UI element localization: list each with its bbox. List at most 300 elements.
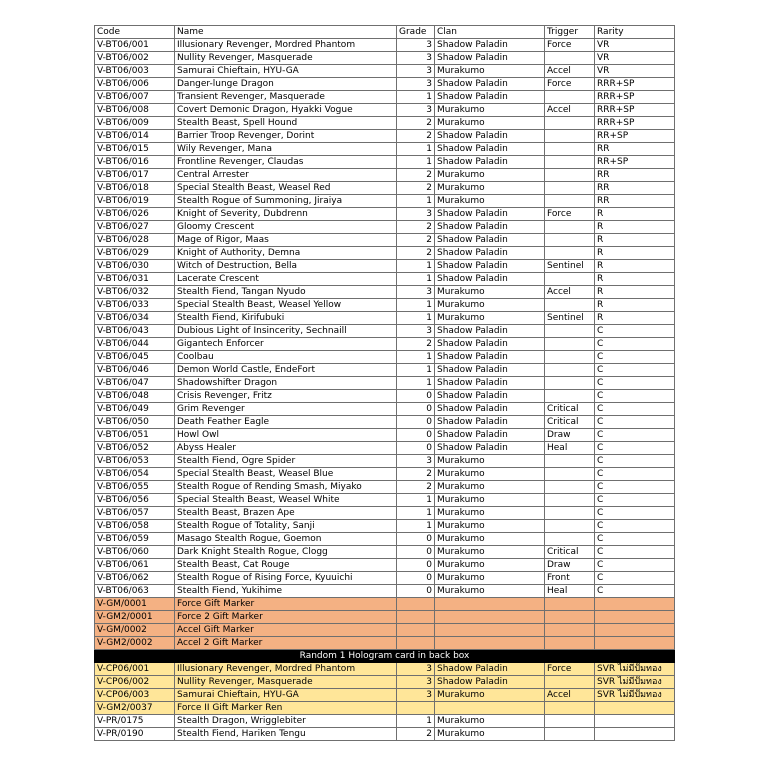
cell-rarity: C bbox=[595, 442, 675, 455]
cell-grade: 3 bbox=[397, 78, 435, 91]
cell-name: Coolbau bbox=[175, 351, 397, 364]
cell-rarity bbox=[595, 598, 675, 611]
cell-name: Stealth Fiend, Kirifubuki bbox=[175, 312, 397, 325]
cell-name: Barrier Troop Revenger, Dorint bbox=[175, 130, 397, 143]
cell-trigger bbox=[545, 247, 595, 260]
cell-clan: Murakumo bbox=[435, 169, 545, 182]
cell-name: Stealth Rogue of Rending Smash, Miyako bbox=[175, 481, 397, 494]
cell-code: V-BT06/050 bbox=[95, 416, 175, 429]
cell-code: V-BT06/015 bbox=[95, 143, 175, 156]
cell-rarity: C bbox=[595, 351, 675, 364]
table-row bbox=[95, 351, 675, 364]
cell-grade: 2 bbox=[397, 117, 435, 130]
table-row bbox=[95, 455, 675, 468]
cell-rarity: RR bbox=[595, 169, 675, 182]
cell-rarity: R bbox=[595, 286, 675, 299]
cell-clan: Murakumo bbox=[435, 299, 545, 312]
cell-rarity bbox=[595, 702, 675, 715]
cell-rarity: C bbox=[595, 572, 675, 585]
cell-code: V-BT06/052 bbox=[95, 442, 175, 455]
cell-code: V-BT06/001 bbox=[95, 39, 175, 52]
cell-clan: Shadow Paladin bbox=[435, 247, 545, 260]
table-row bbox=[95, 689, 675, 702]
cell-clan: Shadow Paladin bbox=[435, 91, 545, 104]
cell-trigger bbox=[545, 91, 595, 104]
cell-grade: 0 bbox=[397, 572, 435, 585]
table-row bbox=[95, 65, 675, 78]
cell-rarity: R bbox=[595, 312, 675, 325]
cell-trigger bbox=[545, 676, 595, 689]
cell-code: V-BT06/045 bbox=[95, 351, 175, 364]
cell-rarity: C bbox=[595, 403, 675, 416]
cell-name: Stealth Rogue of Rising Force, Kyuuichi bbox=[175, 572, 397, 585]
cell-grade: 0 bbox=[397, 442, 435, 455]
table-row bbox=[95, 299, 675, 312]
cell-grade: 3 bbox=[397, 663, 435, 676]
cell-trigger bbox=[545, 377, 595, 390]
table-row bbox=[95, 546, 675, 559]
cell-trigger bbox=[545, 702, 595, 715]
cell-trigger bbox=[545, 611, 595, 624]
cell-name: Stealth Fiend, Yukihime bbox=[175, 585, 397, 598]
cell-code: V-BT06/054 bbox=[95, 468, 175, 481]
cell-trigger: Sentinel bbox=[545, 312, 595, 325]
cell-clan: Shadow Paladin bbox=[435, 221, 545, 234]
cell-code: V-BT06/061 bbox=[95, 559, 175, 572]
cell-name: Masago Stealth Rogue, Goemon bbox=[175, 533, 397, 546]
cell-grade: 0 bbox=[397, 546, 435, 559]
table-row bbox=[95, 702, 675, 715]
cell-grade: 2 bbox=[397, 130, 435, 143]
cell-code: V-BT06/060 bbox=[95, 546, 175, 559]
cell-code: V-BT06/006 bbox=[95, 78, 175, 91]
table-row bbox=[95, 533, 675, 546]
cell-trigger bbox=[545, 182, 595, 195]
cell-clan: Shadow Paladin bbox=[435, 442, 545, 455]
cell-code: V-BT06/027 bbox=[95, 221, 175, 234]
cell-trigger: Accel bbox=[545, 689, 595, 702]
cell-rarity: RR+SP bbox=[595, 130, 675, 143]
cell-grade: 2 bbox=[397, 481, 435, 494]
cell-grade: 3 bbox=[397, 104, 435, 117]
cell-grade: 0 bbox=[397, 533, 435, 546]
cell-clan: Murakumo bbox=[435, 455, 545, 468]
cell-clan: Shadow Paladin bbox=[435, 416, 545, 429]
cell-code: V-BT06/028 bbox=[95, 234, 175, 247]
cell-trigger: Force bbox=[545, 663, 595, 676]
cell-rarity: SVR ไม่มีปั๊มทอง bbox=[595, 676, 675, 689]
cell-grade: 2 bbox=[397, 338, 435, 351]
cell-grade bbox=[397, 702, 435, 715]
cell-name: Frontline Revenger, Claudas bbox=[175, 156, 397, 169]
cell-grade: 3 bbox=[397, 39, 435, 52]
cell-trigger bbox=[545, 234, 595, 247]
table-row bbox=[95, 507, 675, 520]
table-row bbox=[95, 377, 675, 390]
cell-code: V-BT06/029 bbox=[95, 247, 175, 260]
cell-name: Nullity Revenger, Masquerade bbox=[175, 676, 397, 689]
cell-name: Stealth Fiend, Tangan Nyudo bbox=[175, 286, 397, 299]
table-row bbox=[95, 208, 675, 221]
cell-grade: 2 bbox=[397, 234, 435, 247]
cell-clan: Murakumo bbox=[435, 507, 545, 520]
cell-clan: Murakumo bbox=[435, 572, 545, 585]
cell-code: V-BT06/016 bbox=[95, 156, 175, 169]
cell-name: Covert Demonic Dragon, Hyakki Vogue bbox=[175, 104, 397, 117]
cell-clan: Shadow Paladin bbox=[435, 130, 545, 143]
cell-name: Lacerate Crescent bbox=[175, 273, 397, 286]
table-row bbox=[95, 481, 675, 494]
cell-rarity: C bbox=[595, 507, 675, 520]
cell-code: V-CP06/003 bbox=[95, 689, 175, 702]
cell-grade: 0 bbox=[397, 403, 435, 416]
cell-rarity bbox=[595, 637, 675, 650]
table-row bbox=[95, 273, 675, 286]
cell-trigger bbox=[545, 325, 595, 338]
cell-clan: Shadow Paladin bbox=[435, 377, 545, 390]
cell-trigger bbox=[545, 52, 595, 65]
cell-trigger: Accel bbox=[545, 104, 595, 117]
cell-grade: 1 bbox=[397, 273, 435, 286]
cell-trigger bbox=[545, 533, 595, 546]
cell-clan: Murakumo bbox=[435, 533, 545, 546]
cell-code: V-BT06/049 bbox=[95, 403, 175, 416]
cell-rarity: RR bbox=[595, 143, 675, 156]
cell-clan: Shadow Paladin bbox=[435, 208, 545, 221]
cell-name: Shadowshifter Dragon bbox=[175, 377, 397, 390]
table-row bbox=[95, 221, 675, 234]
table-row bbox=[95, 247, 675, 260]
cell-code: V-CP06/001 bbox=[95, 663, 175, 676]
cell-rarity: RR bbox=[595, 182, 675, 195]
cell-rarity: C bbox=[595, 455, 675, 468]
cell-rarity: C bbox=[595, 533, 675, 546]
table-row bbox=[95, 156, 675, 169]
cell-trigger bbox=[545, 598, 595, 611]
cell-trigger bbox=[545, 728, 595, 741]
cell-name: Howl Owl bbox=[175, 429, 397, 442]
cell-clan: Murakumo bbox=[435, 312, 545, 325]
cell-name: Abyss Healer bbox=[175, 442, 397, 455]
cell-code: V-GM2/0002 bbox=[95, 637, 175, 650]
table-row bbox=[95, 338, 675, 351]
header-rarity: Rarity bbox=[595, 26, 675, 39]
table-row bbox=[95, 468, 675, 481]
cell-grade: 1 bbox=[397, 377, 435, 390]
cell-clan: Shadow Paladin bbox=[435, 676, 545, 689]
cell-grade: 1 bbox=[397, 143, 435, 156]
cell-clan: Murakumo bbox=[435, 585, 545, 598]
cell-grade: 0 bbox=[397, 390, 435, 403]
cell-trigger bbox=[545, 364, 595, 377]
cell-trigger bbox=[545, 299, 595, 312]
cell-code: V-BT06/044 bbox=[95, 338, 175, 351]
cell-rarity: RR bbox=[595, 195, 675, 208]
table-row bbox=[95, 104, 675, 117]
cell-rarity: VR bbox=[595, 65, 675, 78]
table-row bbox=[95, 390, 675, 403]
cell-code: V-GM2/0001 bbox=[95, 611, 175, 624]
table-row bbox=[95, 624, 675, 637]
cell-rarity: R bbox=[595, 234, 675, 247]
cell-clan: Shadow Paladin bbox=[435, 78, 545, 91]
cell-trigger bbox=[545, 338, 595, 351]
hologram-banner: Random 1 Hologram card in back box bbox=[95, 650, 675, 663]
cell-code: V-BT06/033 bbox=[95, 299, 175, 312]
cell-trigger: Critical bbox=[545, 416, 595, 429]
cell-code: V-BT06/043 bbox=[95, 325, 175, 338]
cell-code: V-BT06/014 bbox=[95, 130, 175, 143]
cell-grade: 2 bbox=[397, 247, 435, 260]
cell-rarity: R bbox=[595, 208, 675, 221]
cell-code: V-GM/0002 bbox=[95, 624, 175, 637]
table-row bbox=[95, 78, 675, 91]
table-row bbox=[95, 130, 675, 143]
header-row bbox=[95, 26, 675, 39]
cell-rarity bbox=[595, 611, 675, 624]
cell-clan: Shadow Paladin bbox=[435, 403, 545, 416]
table-row bbox=[95, 663, 675, 676]
cell-code: V-BT06/056 bbox=[95, 494, 175, 507]
cell-rarity: SVR ไม่มีปั๊มทอง bbox=[595, 689, 675, 702]
cell-grade: 1 bbox=[397, 260, 435, 273]
cell-name: Witch of Destruction, Bella bbox=[175, 260, 397, 273]
cell-name: Samurai Chieftain, HYU-GA bbox=[175, 65, 397, 78]
cell-grade: 1 bbox=[397, 312, 435, 325]
cell-code: V-PR/0175 bbox=[95, 715, 175, 728]
cell-code: V-BT06/051 bbox=[95, 429, 175, 442]
cell-clan bbox=[435, 702, 545, 715]
cell-grade: 1 bbox=[397, 715, 435, 728]
card-list-sheet bbox=[94, 25, 674, 741]
cell-clan: Murakumo bbox=[435, 728, 545, 741]
cell-name: Knight of Authority, Demna bbox=[175, 247, 397, 260]
cell-name: Stealth Beast, Spell Hound bbox=[175, 117, 397, 130]
cell-grade: 1 bbox=[397, 299, 435, 312]
cell-rarity: VR bbox=[595, 52, 675, 65]
cell-trigger: Critical bbox=[545, 403, 595, 416]
cell-code: V-BT06/034 bbox=[95, 312, 175, 325]
cell-name: Stealth Beast, Brazen Ape bbox=[175, 507, 397, 520]
table-row bbox=[95, 585, 675, 598]
cell-grade: 1 bbox=[397, 494, 435, 507]
cell-trigger bbox=[545, 520, 595, 533]
cell-grade: 1 bbox=[397, 91, 435, 104]
cell-grade: 1 bbox=[397, 195, 435, 208]
cell-clan: Murakumo bbox=[435, 715, 545, 728]
cell-code: V-BT06/002 bbox=[95, 52, 175, 65]
cell-clan: Shadow Paladin bbox=[435, 390, 545, 403]
cell-trigger bbox=[545, 169, 595, 182]
cell-name: Gloomy Crescent bbox=[175, 221, 397, 234]
cell-grade: 1 bbox=[397, 507, 435, 520]
cell-trigger: Heal bbox=[545, 442, 595, 455]
cell-code: V-BT06/059 bbox=[95, 533, 175, 546]
cell-trigger: Force bbox=[545, 208, 595, 221]
cell-grade: 3 bbox=[397, 455, 435, 468]
cell-rarity: C bbox=[595, 377, 675, 390]
cell-name: Illusionary Revenger, Mordred Phantom bbox=[175, 39, 397, 52]
cell-clan: Shadow Paladin bbox=[435, 39, 545, 52]
cell-code: V-BT06/058 bbox=[95, 520, 175, 533]
cell-grade bbox=[397, 598, 435, 611]
cell-grade: 3 bbox=[397, 65, 435, 78]
cell-trigger: Sentinel bbox=[545, 260, 595, 273]
cell-code: V-GM/0001 bbox=[95, 598, 175, 611]
cell-code: V-BT06/017 bbox=[95, 169, 175, 182]
cell-grade: 0 bbox=[397, 559, 435, 572]
cell-code: V-BT06/055 bbox=[95, 481, 175, 494]
cell-rarity: C bbox=[595, 390, 675, 403]
cell-code: V-BT06/048 bbox=[95, 390, 175, 403]
cell-grade: 1 bbox=[397, 520, 435, 533]
table-row bbox=[95, 364, 675, 377]
cell-rarity: C bbox=[595, 468, 675, 481]
cell-clan: Murakumo bbox=[435, 65, 545, 78]
cell-clan: Shadow Paladin bbox=[435, 260, 545, 273]
cell-name: Special Stealth Beast, Weasel Yellow bbox=[175, 299, 397, 312]
table-row bbox=[95, 325, 675, 338]
cell-code: V-BT06/007 bbox=[95, 91, 175, 104]
cell-trigger bbox=[545, 156, 595, 169]
cell-rarity: C bbox=[595, 559, 675, 572]
cell-trigger bbox=[545, 455, 595, 468]
cell-name: Samurai Chieftain, HYU-GA bbox=[175, 689, 397, 702]
cell-name: Crisis Revenger, Fritz bbox=[175, 390, 397, 403]
cell-grade: 1 bbox=[397, 364, 435, 377]
cell-code: V-BT06/003 bbox=[95, 65, 175, 78]
table-row bbox=[95, 286, 675, 299]
cell-clan: Shadow Paladin bbox=[435, 429, 545, 442]
cell-clan: Murakumo bbox=[435, 559, 545, 572]
cell-trigger bbox=[545, 494, 595, 507]
cell-grade: 3 bbox=[397, 689, 435, 702]
cell-trigger bbox=[545, 637, 595, 650]
cell-grade: 3 bbox=[397, 325, 435, 338]
table-row bbox=[95, 39, 675, 52]
cell-code: V-BT06/062 bbox=[95, 572, 175, 585]
cell-name: Nullity Revenger, Masquerade bbox=[175, 52, 397, 65]
cell-clan: Murakumo bbox=[435, 520, 545, 533]
cell-rarity: R bbox=[595, 299, 675, 312]
cell-grade: 2 bbox=[397, 728, 435, 741]
cell-name: Central Arrester bbox=[175, 169, 397, 182]
cell-rarity: C bbox=[595, 585, 675, 598]
table-row bbox=[95, 403, 675, 416]
cell-trigger: Accel bbox=[545, 286, 595, 299]
table-row bbox=[95, 234, 675, 247]
table-row bbox=[95, 442, 675, 455]
cell-trigger: Accel bbox=[545, 65, 595, 78]
cell-clan: Murakumo bbox=[435, 494, 545, 507]
cell-code: V-BT06/019 bbox=[95, 195, 175, 208]
header-grade: Grade bbox=[397, 26, 435, 39]
cell-name: Accel Gift Marker bbox=[175, 624, 397, 637]
table-row bbox=[95, 728, 675, 741]
cell-grade: 1 bbox=[397, 351, 435, 364]
cell-code: V-BT06/026 bbox=[95, 208, 175, 221]
cell-trigger bbox=[545, 481, 595, 494]
cell-rarity: RR+SP bbox=[595, 156, 675, 169]
cell-name: Knight of Severity, Dubdrenn bbox=[175, 208, 397, 221]
cell-trigger bbox=[545, 624, 595, 637]
cell-name: Force 2 Gift Marker bbox=[175, 611, 397, 624]
table-row bbox=[95, 312, 675, 325]
cell-trigger bbox=[545, 390, 595, 403]
cell-rarity: C bbox=[595, 520, 675, 533]
cell-code: V-BT06/031 bbox=[95, 273, 175, 286]
cell-code: V-BT06/008 bbox=[95, 104, 175, 117]
cell-name: Demon World Castle, EndeFort bbox=[175, 364, 397, 377]
cell-rarity: C bbox=[595, 494, 675, 507]
cell-trigger: Draw bbox=[545, 429, 595, 442]
cell-clan: Shadow Paladin bbox=[435, 351, 545, 364]
table-row bbox=[95, 52, 675, 65]
cell-trigger bbox=[545, 195, 595, 208]
cell-code: V-BT06/047 bbox=[95, 377, 175, 390]
cell-rarity: C bbox=[595, 429, 675, 442]
card-list-table bbox=[94, 25, 675, 741]
table-row bbox=[95, 169, 675, 182]
cell-code: V-BT06/063 bbox=[95, 585, 175, 598]
cell-trigger bbox=[545, 117, 595, 130]
cell-name: Special Stealth Beast, Weasel Red bbox=[175, 182, 397, 195]
cell-trigger bbox=[545, 507, 595, 520]
cell-name: Death Feather Eagle bbox=[175, 416, 397, 429]
cell-grade: 3 bbox=[397, 676, 435, 689]
table-row bbox=[95, 559, 675, 572]
cell-name: Dark Knight Stealth Rogue, Clogg bbox=[175, 546, 397, 559]
cell-clan: Shadow Paladin bbox=[435, 52, 545, 65]
cell-rarity: C bbox=[595, 481, 675, 494]
cell-rarity: RRR+SP bbox=[595, 91, 675, 104]
cell-trigger bbox=[545, 143, 595, 156]
cell-name: Grim Revenger bbox=[175, 403, 397, 416]
cell-rarity: C bbox=[595, 338, 675, 351]
cell-rarity: RRR+SP bbox=[595, 117, 675, 130]
table-row bbox=[95, 117, 675, 130]
cell-rarity: R bbox=[595, 260, 675, 273]
cell-clan: Murakumo bbox=[435, 689, 545, 702]
cell-name: Special Stealth Beast, Weasel White bbox=[175, 494, 397, 507]
cell-code: V-BT06/046 bbox=[95, 364, 175, 377]
table-row bbox=[95, 611, 675, 624]
cell-rarity: R bbox=[595, 247, 675, 260]
cell-name: Stealth Fiend, Hariken Tengu bbox=[175, 728, 397, 741]
cell-rarity: RRR+SP bbox=[595, 78, 675, 91]
cell-trigger: Front bbox=[545, 572, 595, 585]
table-row bbox=[95, 91, 675, 104]
cell-clan bbox=[435, 637, 545, 650]
cell-trigger: Heal bbox=[545, 585, 595, 598]
cell-rarity: C bbox=[595, 325, 675, 338]
cell-clan: Shadow Paladin bbox=[435, 143, 545, 156]
cell-grade: 3 bbox=[397, 208, 435, 221]
cell-clan: Shadow Paladin bbox=[435, 273, 545, 286]
header-code: Code bbox=[95, 26, 175, 39]
cell-grade: 2 bbox=[397, 221, 435, 234]
table-row bbox=[95, 637, 675, 650]
cell-code: V-BT06/009 bbox=[95, 117, 175, 130]
cell-grade: 2 bbox=[397, 182, 435, 195]
table-row bbox=[95, 598, 675, 611]
cell-grade bbox=[397, 611, 435, 624]
cell-name: Gigantech Enforcer bbox=[175, 338, 397, 351]
cell-code: V-BT06/018 bbox=[95, 182, 175, 195]
cell-clan: Shadow Paladin bbox=[435, 234, 545, 247]
cell-trigger bbox=[545, 715, 595, 728]
cell-rarity: RRR+SP bbox=[595, 104, 675, 117]
